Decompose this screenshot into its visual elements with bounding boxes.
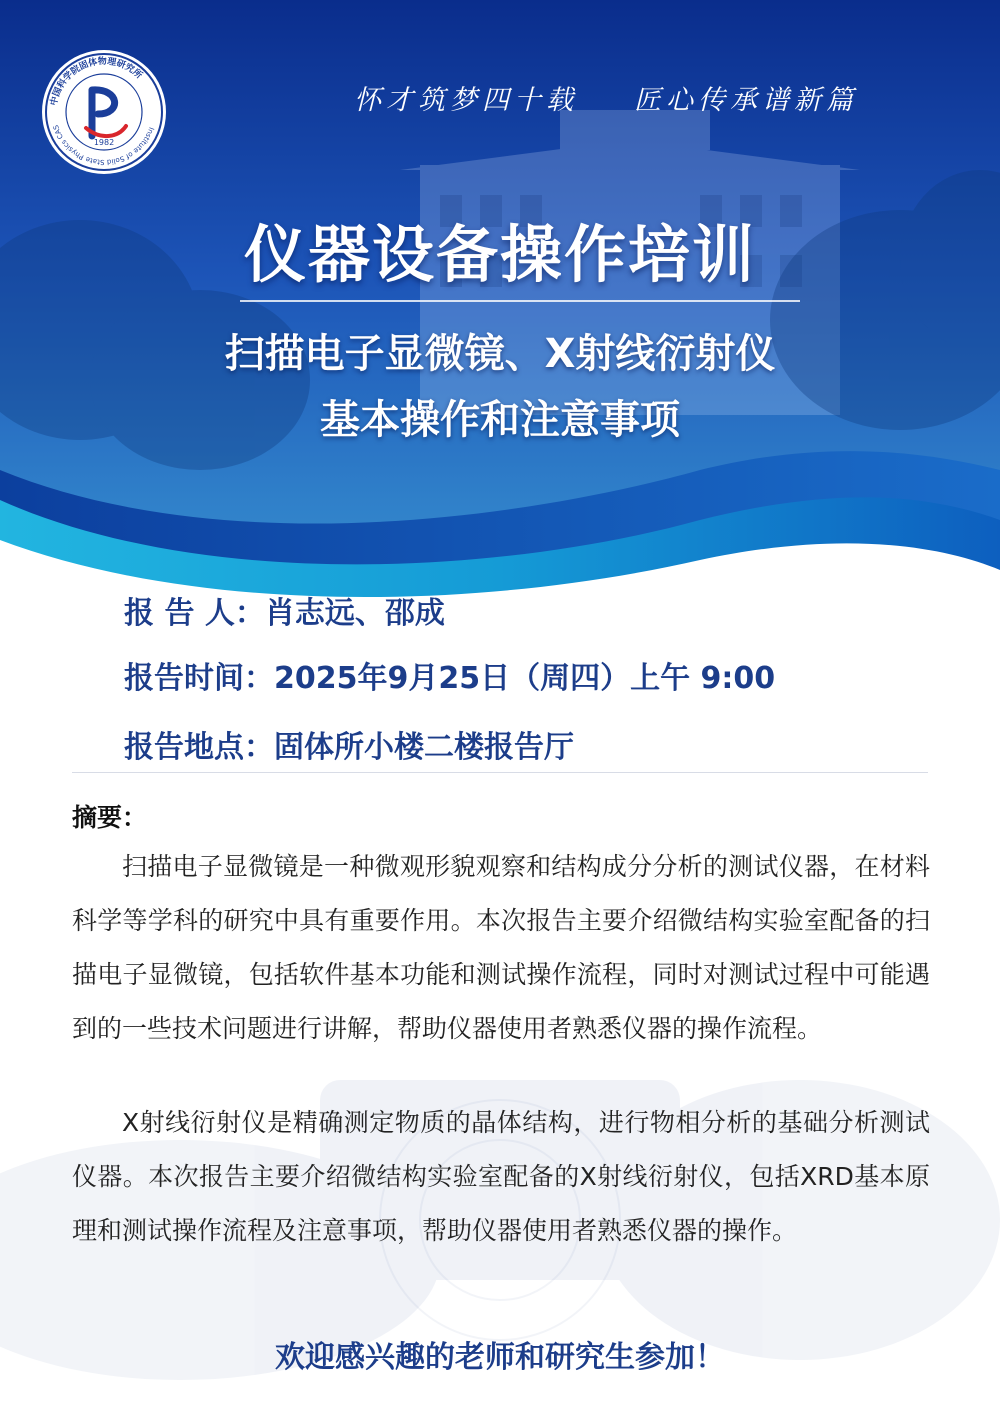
subtitle-line1: 扫描电子显微镜、X射线衍射仪 (224, 331, 776, 377)
welcome-message: 欢迎感兴趣的老师和研究生参加！ (275, 1340, 725, 1375)
slogan-right: 匠心传承谱新篇 (634, 85, 858, 116)
logo-year: 1982 (93, 138, 115, 147)
speaker-value: 肖志远、邵成 (264, 596, 445, 631)
place-value: 固体所小楼二楼报告厅 (274, 730, 574, 765)
place-label: 报告地点： (124, 730, 274, 765)
logo-ring-text-en: Institute of Solid State Physics CAS (51, 123, 156, 167)
section-divider (72, 772, 928, 773)
time-value: 2025年9月25日（周四）上午 9:00 (274, 661, 776, 696)
title-divider (240, 300, 800, 302)
place-row (124, 722, 574, 766)
abstract-label: 摘要： (72, 803, 148, 832)
speaker-row (124, 588, 445, 632)
abstract-paragraph-1: 扫描电子显微镜是一种微观形貌观察和结构成分分析的测试仪器，在材料科学等学科的研究中具有重要作用。本次报告主要介绍微结构实验室配备的扫描电子显微镜，包括软件基本功能和测试操作流程，同时对测试过程中可能遇到的一些技术问题进行讲解，帮助仪器使用者熟悉仪器的操作流程。 (72, 852, 930, 1043)
time-row (124, 653, 775, 697)
logo-ring-text: 中国科学院固体物理研究所 (49, 56, 144, 107)
abstract-paragraph-2: X射线衍射仪是精确测定物质的晶体结构，进行物相分析的基础分析测试仪器。本次报告主要介绍微结构实验室配备的X射线衍射仪，包括XRD基本原理和测试操作流程及注意事项，帮助仪器使用者熟悉仪器的操作。 (72, 1108, 930, 1245)
slogan (0, 78, 1000, 117)
speaker-label: 报 告 人： (124, 596, 265, 631)
subtitle-line2: 基本操作和注意事项 (320, 397, 680, 443)
time-label: 报告时间： (124, 661, 274, 696)
slogan-left: 怀才筑梦四十载 (354, 85, 578, 116)
page-title: 仪器设备操作培训 (243, 218, 756, 291)
